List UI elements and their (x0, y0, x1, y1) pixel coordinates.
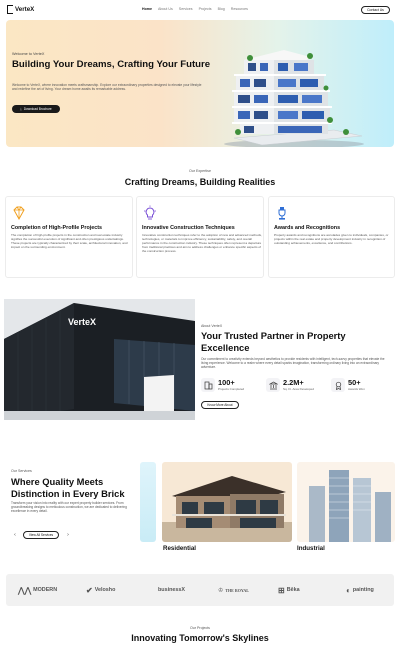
feature-card-techniques (136, 196, 264, 278)
residential-image (162, 462, 292, 542)
download-brochure-button[interactable] (12, 105, 60, 113)
service-card-partial[interactable] (140, 462, 156, 542)
partner-name: THE ROYAL (225, 587, 249, 593)
partner-logos-strip (6, 574, 394, 606)
stat-projects (201, 378, 244, 392)
stat-area (266, 378, 314, 392)
feature-card-projects (5, 196, 133, 278)
feature-card-description: Innovative construction techniques refer to the adoption of new and advanced methods, technologies, or materials to improve efficiency, sustainability, safety, and overall performance in the construction industry. These techniques often represent a departure from traditional practices and aim to address challenges or enhance specific aspects of the construction process. (142, 233, 262, 253)
service-card-residential[interactable] (162, 462, 292, 542)
partner-logo-velosho[interactable] (86, 583, 115, 597)
top-nav (0, 0, 400, 20)
about-building-image (4, 299, 195, 420)
hero-title: Building Your Dreams, Crafting Your Future (12, 59, 211, 70)
nav-link-blog[interactable]: Blog (217, 7, 225, 11)
painting-logo-icon: ◐ (346, 585, 351, 595)
download-icon: ⤓ (20, 107, 22, 111)
brand-name: VerteX (15, 6, 35, 13)
stat-value: 100+ (218, 378, 235, 387)
partner-name: businessX (158, 587, 185, 593)
modern-logo-icon: ⋀⋀ (18, 585, 32, 595)
stat-value: 2.2M+ (283, 378, 304, 387)
trophy-icon (274, 205, 290, 221)
contact-button[interactable]: Contact Us (361, 6, 390, 14)
expertise-kicker: Our Expertise (189, 169, 211, 173)
carousel-next-icon[interactable]: › (67, 532, 69, 538)
hero-building-image (214, 20, 394, 147)
download-brochure-label: Download Brochure (23, 107, 52, 111)
lightbulb-icon (142, 205, 158, 221)
award-icon (331, 378, 345, 392)
hero-kicker: Welcome to VerteX (12, 52, 45, 56)
service-label-residential: Residential (163, 545, 197, 552)
carousel-prev-icon[interactable]: ‹ (14, 532, 16, 538)
beka-logo-icon: ⊞ (278, 585, 285, 595)
logo-mark-icon (7, 5, 13, 14)
building-icon (201, 378, 215, 392)
about-building-illustration (4, 299, 195, 420)
stat-label: Projects Completed (218, 387, 245, 391)
about-description: Our commitment to creativity extends beyond aesthetics to provide residents with intelligent, tech-savvy properties that elevate the living experience. Welcome to a realm where every detail sparks imagination, transforming ordinary living into an extraordinary adventure. (201, 357, 385, 370)
services-kicker: Our Services (11, 469, 32, 473)
partner-name: Velosho (94, 587, 116, 593)
feature-card-description: The completion of high-profile projects in the construction and real estate industry signifies the successful execution of significant and often prestigious undertakings. These projects are typically characterized by their scale, architectural innovation, and impact on the surrounding environment. (11, 233, 128, 249)
theroyal-logo-icon: ♔ (218, 587, 224, 594)
stat-value: 50+ (348, 378, 361, 387)
feature-card-description: Property awards and recognitions are accolades given to individuals, companies, or projects within the real estate and property development industry in recognition of outstanding achievements, excellence, and contributions. (274, 233, 389, 245)
know-more-button[interactable]: Know More About (201, 401, 239, 409)
bank-icon (266, 378, 280, 392)
hero-description: Welcome to VerteX, where innovation meets craftsmanship. Explore our extraordinary properties designed to elevate your lifestyle and redefine the art of living. Your dream home awaits its remarkable address. (12, 83, 202, 92)
stat-label: Awards Won (348, 387, 365, 391)
feature-card-title: Innovative Construction Techniques (142, 225, 235, 231)
expertise-title: Crafting Dreams, Building Realities (124, 177, 276, 187)
about-title: Your Trusted Partner in Property Excellence (201, 330, 346, 353)
projects-kicker: Our Projects (190, 626, 210, 630)
velosho-logo-icon: ✔ (86, 585, 93, 595)
brand-logo[interactable] (7, 5, 34, 14)
stat-label: Sq. Ft. Area Developed (283, 387, 315, 391)
partner-logo-theroyal[interactable] (218, 583, 249, 597)
nav-link-about[interactable]: About Us (158, 7, 173, 11)
nav-links (142, 7, 248, 11)
stat-awards (331, 378, 365, 392)
about-building-sign: VerteX (68, 317, 97, 327)
feature-card-title: Completion of High-Profile Projects (11, 225, 103, 231)
feature-card-title: Awards and Recognitions (274, 225, 341, 231)
about-kicker: About VerteX (201, 324, 223, 328)
view-all-services-button[interactable]: View All Services (23, 531, 59, 539)
service-card-industrial[interactable] (297, 462, 395, 542)
nav-link-resources[interactable]: Resources (230, 7, 248, 11)
partner-name: MODERN (33, 587, 58, 593)
diamond-icon (11, 205, 27, 221)
partner-logo-modern[interactable] (18, 583, 57, 597)
services-description: Transform your vision into reality with our expert property builder services. From groundbreaking designs to meticulous construction, we are dedicated to delivering excellence in every detail. (11, 501, 127, 514)
partner-name: painting (352, 587, 374, 593)
partner-logo-painting[interactable] (346, 583, 374, 597)
nav-link-home[interactable]: Home (142, 7, 152, 11)
nav-link-projects[interactable]: Projects (198, 7, 212, 11)
nav-link-services[interactable]: Services (178, 7, 193, 11)
partner-name: Bēka (286, 587, 300, 593)
feature-card-awards (268, 196, 395, 278)
hero-banner (6, 20, 394, 147)
partner-logo-businessx[interactable] (156, 583, 185, 597)
industrial-image (297, 462, 395, 542)
service-label-industrial: Industrial (297, 545, 325, 552)
projects-title: Innovating Tomorrow's Skylines (131, 633, 269, 643)
partner-logo-beka[interactable] (278, 583, 300, 597)
services-title: Where Quality Meets Distinction in Every Brick (11, 476, 125, 499)
